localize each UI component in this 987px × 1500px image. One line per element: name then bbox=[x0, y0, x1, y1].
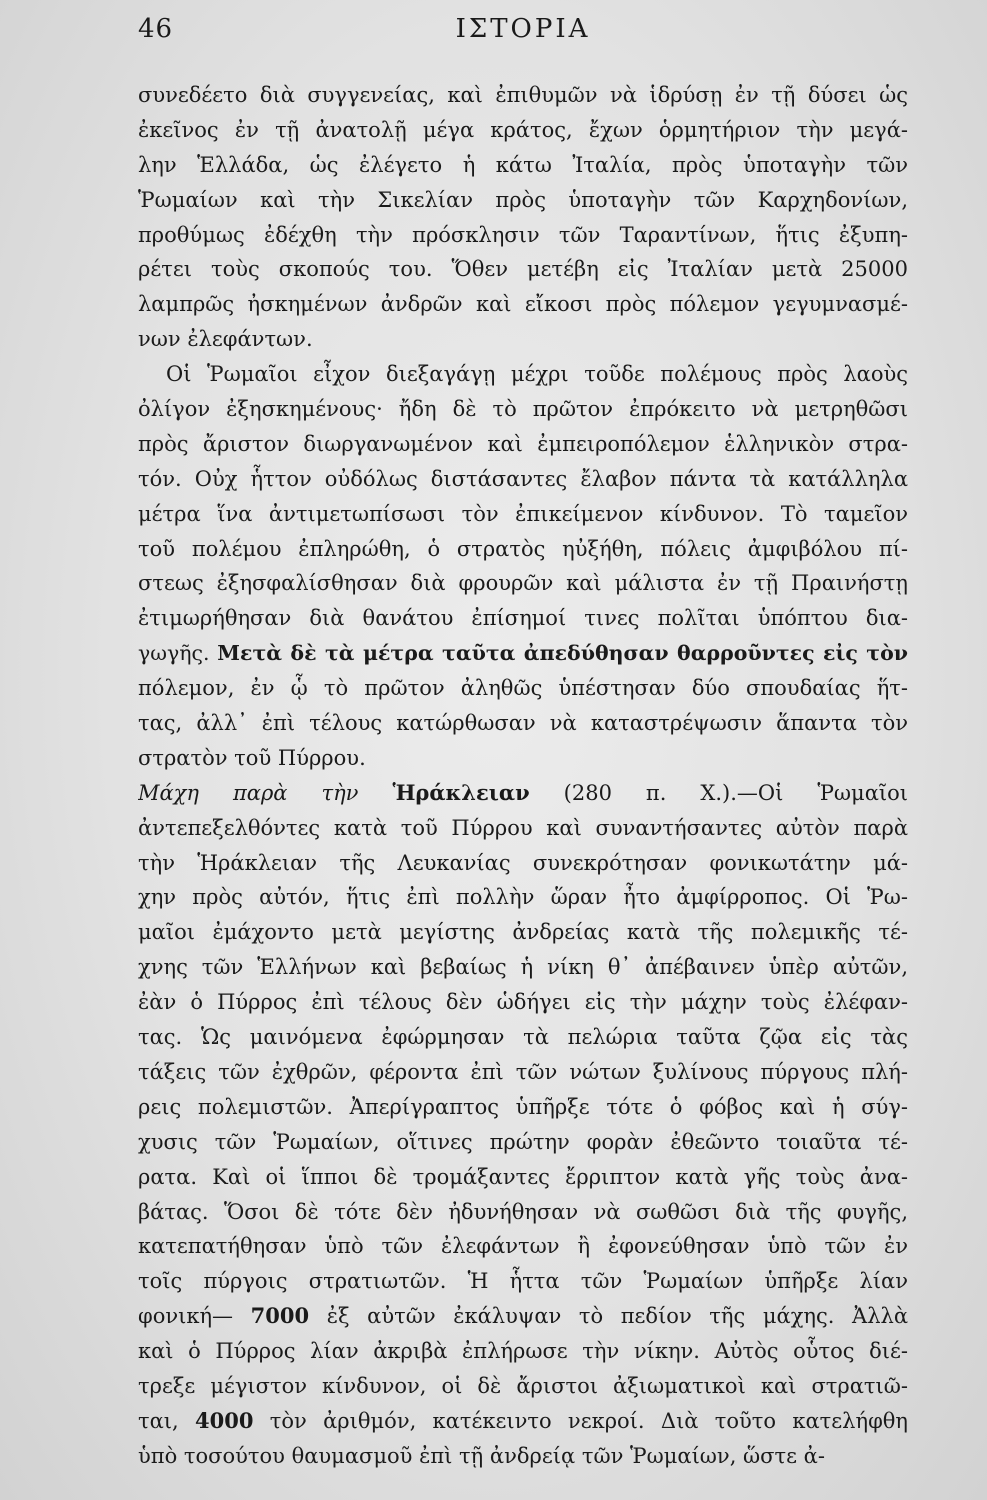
text-line: λην Ἑλλάδα, ὡς ἐλέγετο ἡ κάτω Ἰταλία, πρὸς ὑποταγὴν τῶν bbox=[138, 152, 908, 177]
page-header bbox=[138, 14, 908, 54]
text-line: ἐτιμωρήθησαν διὰ θανάτου ἐπίσημοί τινες πολῖται ὑπόπτου δια- bbox=[138, 606, 908, 631]
text-fragment: ἐξ αὐτῶν ἐκάλυψαν τὸ πεδίον τῆς μάχης. Ἀλλὰ bbox=[326, 1304, 908, 1329]
text-line: τας, ἀλλ᾽ ἐπὶ τέλους κατώρθωσαν νὰ καταστρέψωσιν ἅπαντα τὸν bbox=[138, 711, 908, 736]
text-line: καὶ ὁ Πύρρος λίαν ἀκριβὰ ἐπλήρωσε τὴν νίκην. Αὐτὸς οὗτος διέ- bbox=[138, 1339, 908, 1364]
text-line: ρέτει τοὺς σκοπούς του. Ὅθεν μετέβη εἰς Ἰταλίαν μετὰ 25000 bbox=[138, 257, 908, 282]
text-line: πρὸς ἄριστον διωργανωμένον καὶ ἐμπειροπόλεμον ἑλληνικὸν στρα- bbox=[138, 431, 908, 456]
text-line: χην πρὸς αὐτόν, ἥτις ἐπὶ πολλὴν ὥραν ἦτο ἀμφίρροπος. Οἱ Ῥω- bbox=[138, 885, 908, 910]
text-line: τόν. Οὐχ ἧττον οὐδόλως διστάσαντες ἔλαβον πάντα τὰ κατάλληλα bbox=[138, 466, 908, 491]
running-title: ΙΣΤΟΡΙΑ bbox=[455, 14, 591, 44]
text-fragment: ται, bbox=[138, 1408, 179, 1433]
text-fragment: γωγῆς. bbox=[138, 641, 210, 666]
text-line: τρεξε μέγιστον κίνδυνον, οἱ δὲ ἄριστοι ἀξιωματικοὶ καὶ στρατιῶ- bbox=[138, 1373, 908, 1398]
text-line: προθύμως ἐδέχθη τὴν πρόσκλησιν τῶν Ταραντίνων, ἥτις ἐξυπη- bbox=[138, 222, 908, 247]
text-fragment-bold: 4000 bbox=[195, 1407, 254, 1433]
text-line: τάξεις τῶν ἐχθρῶν, φέροντα ἐπὶ τῶν νώτων ξυλίνους πύργους πλή- bbox=[138, 1059, 908, 1084]
text-line: ρατα. Καὶ οἱ ἵπποι δὲ τρομάξαντες ἔρριπτον κατὰ γῆς τοὺς ἀνα- bbox=[138, 1164, 908, 1189]
text-fragment: (280 π. Χ.).—Οἱ Ῥωμαῖοι bbox=[563, 780, 908, 805]
text-line: μέτρα ἵνα ἀντιμετωπίσωσι τὸν ἐπικείμενον κίνδυνον. Τὸ ταμεῖον bbox=[138, 501, 908, 526]
text-line: στεως ἐξησφαλίσθησαν διὰ φρουρῶν καὶ μάλιστα ἐν τῇ Πραινήστῃ bbox=[138, 571, 908, 596]
text-line: τοῦ πολέμου ἐπληρώθη, ὁ στρατὸς ηὐξήθη, πόλεις ἀμφιβόλου πί- bbox=[138, 536, 908, 561]
text-fragment: Διὰ τοῦτο κατελήφθη bbox=[660, 1408, 908, 1433]
text-line: ὑπὸ τοσούτου θαυμασμοῦ ἐπὶ τῇ ἀνδρείᾳ τῶν Ῥωμαίων, ὥστε ἀ- bbox=[138, 1443, 825, 1468]
text-line bbox=[138, 1299, 908, 1334]
page-number: 46 bbox=[138, 14, 174, 44]
text-line: ὀλίγον ἐξησκημένους· ἤδη δὲ τὸ πρῶτον ἐπρόκειτο νὰ μετρηθῶσι bbox=[138, 397, 908, 422]
text-line: τας. Ὡς μαινόμενα ἐφώρμησαν τὰ πελώρια ταῦτα ζῷα εἰς τὰς bbox=[138, 1025, 908, 1050]
text-line: συνεδέετο διὰ συγγενείας, καὶ ἐπιθυμῶν νὰ ἱδρύσῃ ἐν τῇ δύσει ὡς bbox=[138, 83, 908, 107]
text-line bbox=[138, 1404, 908, 1439]
text-line: λαμπρῶς ἠσκημένων ἀνδρῶν καὶ εἴκοσι πρὸς πόλεμον γεγυμνασμέ- bbox=[138, 292, 908, 317]
text-line: ἀντεπεξελθόντες κατὰ τοῦ Πύρρου καὶ συναντήσαντες αὐτὸν παρὰ bbox=[138, 815, 908, 840]
text-line: νων ἐλεφάντων. bbox=[138, 327, 313, 352]
text-line bbox=[138, 636, 908, 671]
text-fragment-bold: 7000 bbox=[250, 1303, 310, 1329]
text-line: ἐκεῖνος ἐν τῇ ἀνατολῇ μέγα κράτος, ἔχων ὁρμητήριον τὴν μεγά- bbox=[138, 117, 908, 142]
section-heading-place: Ἡράκλειαν bbox=[392, 779, 530, 805]
text-line: πόλεμον, ἐν ᾧ τὸ πρῶτον ἀληθῶς ὑπέστησαν δύο σπουδαίας ἥτ- bbox=[138, 676, 908, 701]
text-line: ἐὰν ὁ Πύρρος ἐπὶ τέλους δὲν ὡδήγει εἰς τὴν μάχην τοὺς ἐλέφαν- bbox=[138, 990, 908, 1015]
text-line: βάτας. Ὅσοι δὲ τότε δὲν ἠδυνήθησαν νὰ σωθῶσι διὰ τῆς φυγῆς, bbox=[138, 1199, 908, 1224]
text-fragment: φονική— bbox=[138, 1304, 234, 1329]
text-line: Ῥωμαίων καὶ τὴν Σικελίαν πρὸς ὑποταγὴν τῶν Καρχηδονίων, bbox=[138, 187, 908, 212]
body-text bbox=[138, 78, 908, 1474]
text-line: μαῖοι ἐμάχοντο μετὰ μεγίστης ἀνδρείας κατὰ τῆς πολεμικῆς τέ- bbox=[138, 920, 908, 945]
text-line: ρεις πολεμιστῶν. Ἀπερίγραπτος ὑπῆρξε τότε ὁ φόβος καὶ ἡ σύγ- bbox=[138, 1094, 908, 1119]
section-heading: Μάχη παρὰ τὴν bbox=[138, 780, 359, 805]
text-line: Οἱ Ῥωμαῖοι εἶχον διεξαγάγῃ μέχρι τοῦδε πολέμους πρὸς λαοὺς bbox=[166, 362, 908, 387]
text-line: χυσις τῶν Ῥωμαίων, οἵτινες πρώτην φορὰν ἐθεῶντο τοιαῦτα τέ- bbox=[138, 1129, 908, 1154]
section-heading-line bbox=[138, 776, 908, 811]
text-line: τοῖς πύργοις στρατιωτῶν. Ἡ ἧττα τῶν Ῥωμαίων ὑπῆρξε λίαν bbox=[138, 1269, 908, 1294]
text-line: χνης τῶν Ἑλλήνων καὶ βεβαίως ἡ νίκη θ᾽ ἀπέβαινεν ὑπὲρ αὐτῶν, bbox=[138, 955, 908, 980]
text-fragment-bold: Μετὰ δὲ τὰ μέτρα ταῦτα ἀπεδύθησαν θαρροῦντες εἰς τὸν bbox=[217, 641, 908, 666]
text-line: στρατὸν τοῦ Πύρρου. bbox=[138, 745, 366, 770]
text-line: κατεπατήθησαν ὑπὸ τῶν ἐλεφάντων ἢ ἐφονεύθησαν ὑπὸ τῶν ἐν bbox=[138, 1234, 908, 1259]
text-line: τὴν Ἡράκλειαν τῆς Λευκανίας συνεκρότησαν φονικωτάτην μά- bbox=[138, 850, 908, 875]
text-fragment: τὸν ἀριθμόν, κατέκειντο νεκροί. bbox=[269, 1408, 645, 1433]
